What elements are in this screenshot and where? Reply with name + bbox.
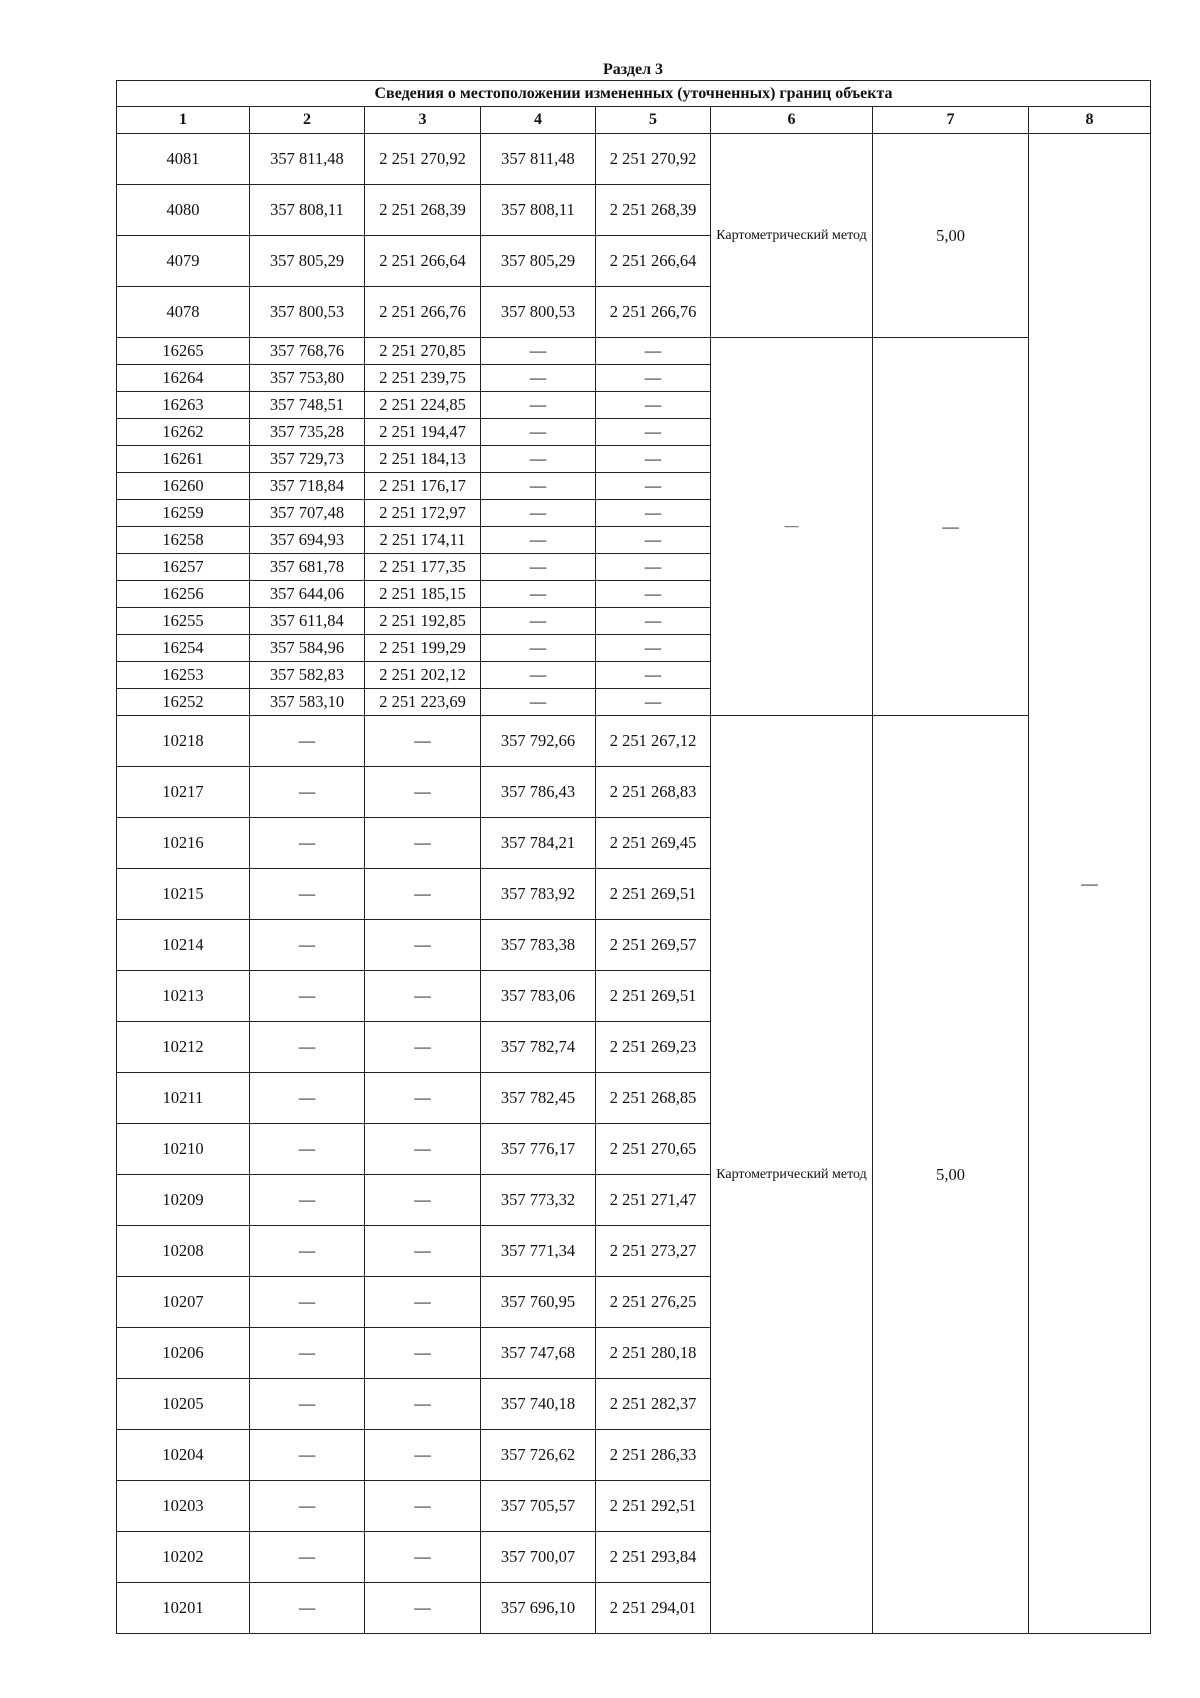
table-cell: — — [250, 1430, 365, 1481]
table-cell: 357 707,48 — [250, 500, 365, 527]
table-cell: 357 811,48 — [481, 134, 596, 185]
table-cell: 357 718,84 — [250, 473, 365, 500]
table-cell: — — [596, 365, 711, 392]
table-cell: 357 786,43 — [481, 767, 596, 818]
table-cell: — — [365, 1277, 481, 1328]
table-cell: 4079 — [117, 236, 250, 287]
table-cell: 2 251 268,83 — [596, 767, 711, 818]
table-cell: 16255 — [117, 608, 250, 635]
table-cell: 357 583,10 — [250, 689, 365, 716]
table-cell: — — [596, 446, 711, 473]
table-cell: 16260 — [117, 473, 250, 500]
table-cell: 357 700,07 — [481, 1532, 596, 1583]
table-cell: 357 584,96 — [250, 635, 365, 662]
table-cell: 16258 — [117, 527, 250, 554]
table-cell: 357 783,92 — [481, 869, 596, 920]
table-cell: 357 726,62 — [481, 1430, 596, 1481]
table-cell: — — [365, 767, 481, 818]
table-cell: 16262 — [117, 419, 250, 446]
column-header: 7 — [873, 107, 1029, 134]
table-cell: 2 251 194,47 — [365, 419, 481, 446]
table-cell: 357 768,76 — [250, 338, 365, 365]
accuracy-cell: 5,00 — [873, 716, 1029, 1634]
table-cell: — — [481, 338, 596, 365]
table-cell: 2 251 184,13 — [365, 446, 481, 473]
table-cell: — — [596, 500, 711, 527]
table-cell: 16254 — [117, 635, 250, 662]
column-header: 1 — [117, 107, 250, 134]
table-cell: — — [481, 689, 596, 716]
table-cell: 357 753,80 — [250, 365, 365, 392]
table-cell: — — [596, 419, 711, 446]
table-cell: 357 783,38 — [481, 920, 596, 971]
table-row — [117, 134, 1151, 185]
table-cell: 2 251 270,92 — [596, 134, 711, 185]
table-cell: 357 800,53 — [250, 287, 365, 338]
table-cell: 10211 — [117, 1073, 250, 1124]
table-cell: 2 251 269,51 — [596, 971, 711, 1022]
table-cell: 4081 — [117, 134, 250, 185]
table-cell: 16259 — [117, 500, 250, 527]
table-cell: 2 251 280,18 — [596, 1328, 711, 1379]
table-cell: 10201 — [117, 1583, 250, 1634]
table-cell: 357 740,18 — [481, 1379, 596, 1430]
column-8-cell: — — [1029, 134, 1151, 1634]
table-cell: 10208 — [117, 1226, 250, 1277]
table-cell: 16252 — [117, 689, 250, 716]
table-cell: 2 251 293,84 — [596, 1532, 711, 1583]
table-cell: 2 251 266,64 — [596, 236, 711, 287]
table-cell: 357 811,48 — [250, 134, 365, 185]
table-cell: — — [596, 527, 711, 554]
table-cell: — — [250, 920, 365, 971]
table-cell: 357 782,45 — [481, 1073, 596, 1124]
table-cell: — — [250, 767, 365, 818]
table-cell: 2 251 270,65 — [596, 1124, 711, 1175]
table-cell: — — [250, 1124, 365, 1175]
table-cell: 10217 — [117, 767, 250, 818]
table-cell: 2 251 268,85 — [596, 1073, 711, 1124]
table-cell: — — [250, 1022, 365, 1073]
table-cell: 357 773,32 — [481, 1175, 596, 1226]
table-cell: 10207 — [117, 1277, 250, 1328]
table-cell: 2 251 270,85 — [365, 338, 481, 365]
table-cell: — — [481, 392, 596, 419]
table-cell: 2 251 268,39 — [365, 185, 481, 236]
table-cell: — — [596, 689, 711, 716]
table-cell: 10215 — [117, 869, 250, 920]
table-cell: 2 251 267,12 — [596, 716, 711, 767]
table-cell: 10209 — [117, 1175, 250, 1226]
table-cell: 2 251 270,92 — [365, 134, 481, 185]
table-cell: — — [250, 1583, 365, 1634]
table-cell: 16263 — [117, 392, 250, 419]
table-cell: — — [250, 1277, 365, 1328]
table-cell: 357 611,84 — [250, 608, 365, 635]
table-cell: 10216 — [117, 818, 250, 869]
table-cell: 16256 — [117, 581, 250, 608]
table-cell: — — [596, 554, 711, 581]
table-cell: — — [481, 662, 596, 689]
table-cell: — — [596, 662, 711, 689]
table-cell: 357 582,83 — [250, 662, 365, 689]
table-cell: — — [365, 869, 481, 920]
table-cell: 2 251 224,85 — [365, 392, 481, 419]
table-cell: 2 251 282,37 — [596, 1379, 711, 1430]
table-cell: 4078 — [117, 287, 250, 338]
table-cell: — — [481, 365, 596, 392]
table-cell: 10203 — [117, 1481, 250, 1532]
column-header: 8 — [1029, 107, 1151, 134]
section-title: Раздел 3 — [602, 61, 664, 78]
table-cell: 357 681,78 — [250, 554, 365, 581]
table-cell: 357 694,93 — [250, 527, 365, 554]
table-cell: 357 696,10 — [481, 1583, 596, 1634]
table-cell: — — [250, 971, 365, 1022]
table-cell: 10210 — [117, 1124, 250, 1175]
table-cell: 10212 — [117, 1022, 250, 1073]
method-cell: Картометрический метод — [711, 716, 873, 1634]
table-cell: 2 251 239,75 — [365, 365, 481, 392]
column-header: 2 — [250, 107, 365, 134]
table-cell: 16264 — [117, 365, 250, 392]
table-cell: 10204 — [117, 1430, 250, 1481]
table-cell: 10205 — [117, 1379, 250, 1430]
table-cell: — — [596, 608, 711, 635]
table-cell: — — [596, 392, 711, 419]
table-cell: 357 705,57 — [481, 1481, 596, 1532]
table-cell: 2 251 294,01 — [596, 1583, 711, 1634]
table-cell: — — [596, 338, 711, 365]
table-cell: — — [596, 635, 711, 662]
table-cell: — — [365, 1532, 481, 1583]
table-cell: — — [481, 554, 596, 581]
table-cell: — — [250, 1175, 365, 1226]
table-cell: — — [365, 818, 481, 869]
table-cell: 2 251 266,64 — [365, 236, 481, 287]
table-cell: 2 251 174,11 — [365, 527, 481, 554]
table-cell: 357 800,53 — [481, 287, 596, 338]
table-cell: 2 251 268,39 — [596, 185, 711, 236]
table-cell: 16253 — [117, 662, 250, 689]
table-cell: 2 251 273,27 — [596, 1226, 711, 1277]
table-cell: — — [365, 1379, 481, 1430]
table-cell: — — [365, 1481, 481, 1532]
table-cell: 2 251 223,69 — [365, 689, 481, 716]
table-cell: 10213 — [117, 971, 250, 1022]
table-cell: 2 251 292,51 — [596, 1481, 711, 1532]
table-cell: — — [365, 1226, 481, 1277]
table-row — [117, 716, 1151, 767]
table-cell: 4080 — [117, 185, 250, 236]
table-cell: — — [365, 1124, 481, 1175]
table-cell: 357 771,34 — [481, 1226, 596, 1277]
table-cell: 2 251 266,76 — [596, 287, 711, 338]
table-cell: 357 792,66 — [481, 716, 596, 767]
table-cell: — — [365, 1328, 481, 1379]
table-cell: — — [596, 581, 711, 608]
table-cell: — — [365, 716, 481, 767]
table-cell: 2 251 192,85 — [365, 608, 481, 635]
table-cell: 357 783,06 — [481, 971, 596, 1022]
table-cell: 2 251 199,29 — [365, 635, 481, 662]
method-cell: Картометрический метод — [711, 134, 873, 338]
accuracy-cell: — — [873, 338, 1029, 716]
table-cell: 2 251 177,35 — [365, 554, 481, 581]
column-header: 5 — [596, 107, 711, 134]
table-cell: — — [481, 527, 596, 554]
table-cell: — — [365, 1175, 481, 1226]
table-cell: 357 644,06 — [250, 581, 365, 608]
table-cell: — — [250, 1379, 365, 1430]
table-cell: — — [596, 473, 711, 500]
table-cell: — — [250, 818, 365, 869]
table-cell: — — [481, 581, 596, 608]
table-cell: — — [250, 869, 365, 920]
column-header: 3 — [365, 107, 481, 134]
table-cell: 357 805,29 — [481, 236, 596, 287]
table-cell: — — [250, 1073, 365, 1124]
table-cell: 357 729,73 — [250, 446, 365, 473]
boundary-table — [116, 80, 1151, 1634]
table-cell: — — [481, 446, 596, 473]
table-cell: 16261 — [117, 446, 250, 473]
table-cell: 2 251 202,12 — [365, 662, 481, 689]
table-row — [117, 338, 1151, 365]
table-cell: 10202 — [117, 1532, 250, 1583]
table-cell: 2 251 276,25 — [596, 1277, 711, 1328]
table-cell: — — [365, 971, 481, 1022]
table-cell: — — [365, 1022, 481, 1073]
table-title: Сведения о местоположении измененных (уточненных) границ объекта — [117, 81, 1151, 107]
table-cell: — — [250, 1328, 365, 1379]
table-cell: 2 251 269,45 — [596, 818, 711, 869]
table-cell: 357 748,51 — [250, 392, 365, 419]
table-cell: 2 251 185,15 — [365, 581, 481, 608]
table-cell: 10206 — [117, 1328, 250, 1379]
table-cell: — — [481, 635, 596, 662]
table-cell: — — [250, 1481, 365, 1532]
table-cell: 2 251 271,47 — [596, 1175, 711, 1226]
table-cell: — — [481, 473, 596, 500]
column-header: 4 — [481, 107, 596, 134]
table-cell: 357 808,11 — [250, 185, 365, 236]
column-header: 6 — [711, 107, 873, 134]
table-cell: 2 251 269,23 — [596, 1022, 711, 1073]
table-cell: 2 251 286,33 — [596, 1430, 711, 1481]
table-cell: 357 776,17 — [481, 1124, 596, 1175]
table-cell: 16257 — [117, 554, 250, 581]
table-cell: 2 251 172,97 — [365, 500, 481, 527]
table-cell: — — [481, 608, 596, 635]
table-cell: 357 784,21 — [481, 818, 596, 869]
table-cell: — — [365, 1073, 481, 1124]
table-cell: — — [250, 1532, 365, 1583]
table-cell: — — [250, 1226, 365, 1277]
table-cell: — — [250, 716, 365, 767]
table-cell: 357 760,95 — [481, 1277, 596, 1328]
table-cell: 2 251 269,57 — [596, 920, 711, 971]
table-cell: 2 251 176,17 — [365, 473, 481, 500]
table-cell: 10214 — [117, 920, 250, 971]
table-cell: 357 808,11 — [481, 185, 596, 236]
table-cell: — — [481, 500, 596, 527]
table-cell: — — [365, 1430, 481, 1481]
table-cell: 2 251 269,51 — [596, 869, 711, 920]
table-cell: 10218 — [117, 716, 250, 767]
table-cell: 357 735,28 — [250, 419, 365, 446]
method-cell: — — [711, 338, 873, 716]
table-cell: 357 782,74 — [481, 1022, 596, 1073]
table-cell: 357 805,29 — [250, 236, 365, 287]
table-cell: 357 747,68 — [481, 1328, 596, 1379]
table-cell: 16265 — [117, 338, 250, 365]
accuracy-cell: 5,00 — [873, 134, 1029, 338]
table-cell: — — [365, 1583, 481, 1634]
table-cell: — — [481, 419, 596, 446]
table-cell: 2 251 266,76 — [365, 287, 481, 338]
table-cell: — — [365, 920, 481, 971]
